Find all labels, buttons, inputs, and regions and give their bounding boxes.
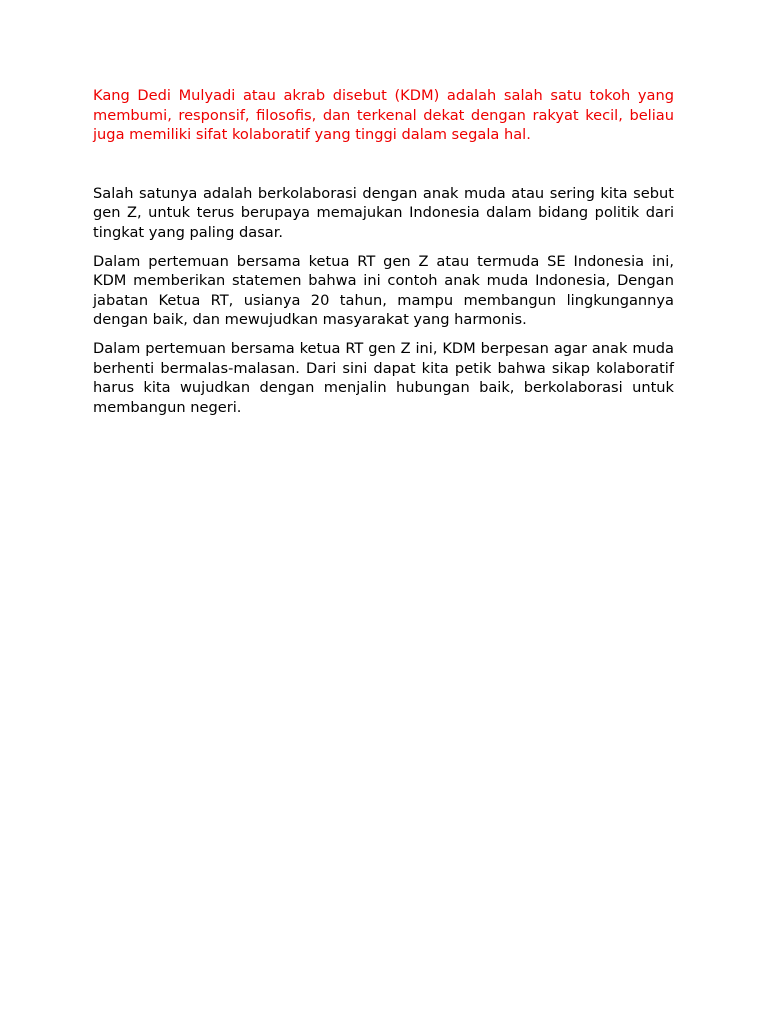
body-paragraph-3: Dalam pertemuan bersama ketua RT gen Z ini, KDM berpesan agar anak muda berhenti bermalas-malasan. Dari sini dapat kita petik bahwa sikap kolaboratif harus kita wujudkan dengan menjalin hubungan baik, berkolaborasi untuk membangun negeri. — [93, 339, 674, 416]
body-paragraph-1: Salah satunya adalah berkolaborasi dengan anak muda atau sering kita sebut gen Z, untuk terus berupaya memajukan Indonesia dalam bidang politik dari tingkat yang paling dasar. — [93, 184, 674, 241]
body-paragraph-2: Dalam pertemuan bersama ketua RT gen Z atau termuda SE Indonesia ini, KDM memberikan statemen bahwa ini contoh anak muda Indonesia, Dengan jabatan Ketua RT, usianya 20 tahun, mampu membangun lingkungannya dengan baik, dan mewujudkan masyarakat yang harmonis. — [93, 252, 674, 329]
intro-paragraph: Kang Dedi Mulyadi atau akrab disebut (KDM) adalah salah satu tokoh yang membumi, responsif, filosofis, dan terkenal dekat dengan rakyat kecil, beliau juga memiliki sifat kolaboratif yang tinggi dalam segala hal. — [93, 87, 674, 144]
document-body — [93, 86, 674, 426]
